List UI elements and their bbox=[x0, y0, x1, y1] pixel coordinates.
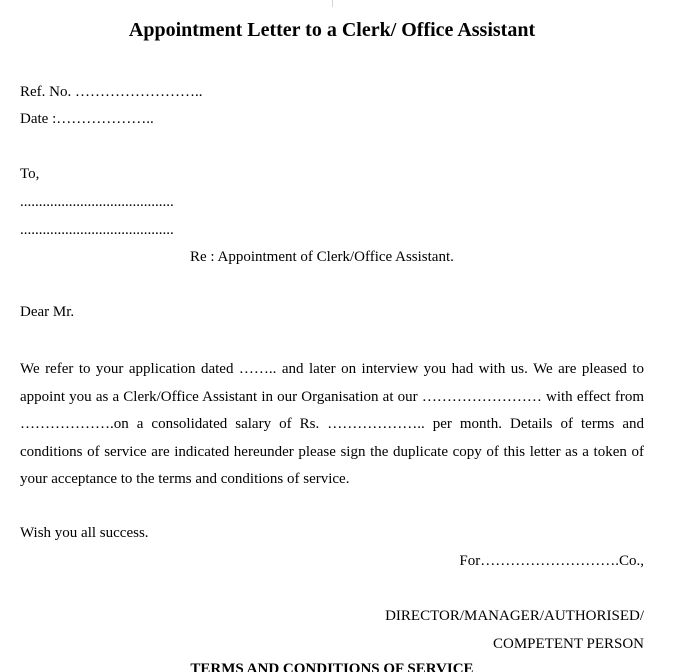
salutation: Dear Mr. bbox=[20, 304, 75, 320]
recipient-address-line: ......................................... bbox=[20, 222, 174, 238]
document-title: Appointment Letter to a Clerk/ Office Assistant bbox=[128, 19, 536, 41]
page-edge-marker bbox=[332, 0, 333, 7]
signatory-title: DIRECTOR/MANAGER/AUTHORISED/ bbox=[385, 608, 644, 624]
recipient-to: To, bbox=[20, 166, 40, 182]
date-line: Date :……………….. bbox=[20, 111, 154, 127]
subject-line: Re : Appointment of Clerk/Office Assistant. bbox=[190, 249, 454, 265]
reference-number: Ref. No. …………………….. bbox=[20, 84, 203, 100]
recipient-address-line: ......................................... bbox=[20, 194, 174, 210]
terms-heading: TERMS AND CONDITIONS OF SERVICE bbox=[190, 661, 474, 672]
closing-line: Wish you all success. bbox=[20, 525, 149, 541]
letter-body: We refer to your application dated …….. and later on interview you had with us. We are pleased to appoint you as a Clerk/Office Assistant in our Organisation at our …………………… with effect from ……………….on a consolidated salary of Rs. ……………….. per month. Details of terms and conditions of service are indicated hereunder please sign the duplicate copy of this letter as a token of your acceptance to the terms and conditions of service. bbox=[20, 361, 644, 487]
for-company-line: For……………………….Co., bbox=[459, 553, 644, 569]
signatory-title-continued: COMPETENT PERSON bbox=[493, 636, 644, 652]
